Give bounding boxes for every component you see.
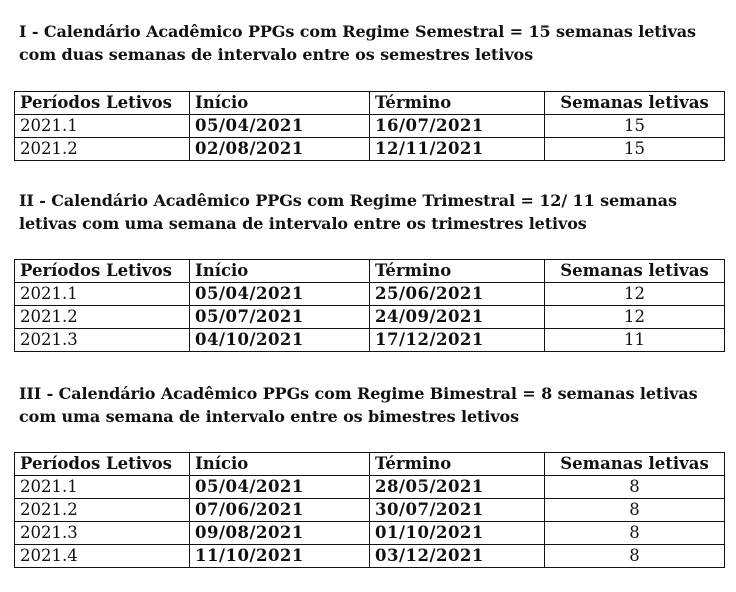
weeks-cell: 8 (545, 522, 725, 545)
end-date-cell: 30/07/2021 (370, 499, 545, 522)
table-header-row (15, 453, 725, 476)
start-date-cell: 05/04/2021 (190, 476, 370, 499)
start-date-cell: 09/08/2021 (190, 522, 370, 545)
period-cell: 2021.3 (15, 329, 190, 352)
start-date-cell: 11/10/2021 (190, 545, 370, 568)
end-date-cell: 28/05/2021 (370, 476, 545, 499)
table-row (15, 476, 725, 499)
weeks-cell: 8 (545, 545, 725, 568)
weeks-cell: 12 (545, 283, 725, 306)
start-date-cell: 05/07/2021 (190, 306, 370, 329)
end-date-cell: 25/06/2021 (370, 283, 545, 306)
weeks-cell: 15 (545, 138, 725, 161)
period-cell: 2021.1 (15, 283, 190, 306)
table-row (15, 283, 725, 306)
table-row (15, 329, 725, 352)
header-periodos: Períodos Letivos (15, 453, 190, 476)
header-termino: Término (370, 453, 545, 476)
start-date-cell: 07/06/2021 (190, 499, 370, 522)
weeks-cell: 11 (545, 329, 725, 352)
header-inicio: Início (190, 260, 370, 283)
table-row (15, 545, 725, 568)
table-bimestral (14, 452, 725, 568)
table-row (15, 499, 725, 522)
end-date-cell: 01/10/2021 (370, 522, 545, 545)
header-semanas: Semanas letivas (545, 260, 725, 283)
period-cell: 2021.2 (15, 138, 190, 161)
period-cell: 2021.1 (15, 476, 190, 499)
period-cell: 2021.2 (15, 306, 190, 329)
period-cell: 2021.3 (15, 522, 190, 545)
section-title-semestral: I - Calendário Acadêmico PPGs com Regime Semestral = 15 semanas letivas com duas semanas de intervalo entre os semestres letivos (19, 22, 696, 64)
header-periodos: Períodos Letivos (15, 92, 190, 115)
table-semestral (14, 91, 725, 161)
period-cell: 2021.1 (15, 115, 190, 138)
period-cell: 2021.2 (15, 499, 190, 522)
header-termino: Término (370, 260, 545, 283)
end-date-cell: 24/09/2021 (370, 306, 545, 329)
weeks-cell: 15 (545, 115, 725, 138)
weeks-cell: 8 (545, 476, 725, 499)
table-header-row (15, 260, 725, 283)
table-row (15, 306, 725, 329)
start-date-cell: 02/08/2021 (190, 138, 370, 161)
start-date-cell: 05/04/2021 (190, 115, 370, 138)
period-cell: 2021.4 (15, 545, 190, 568)
section-title-trimestral: II - Calendário Acadêmico PPGs com Regime Trimestral = 12/ 11 semanas letivas com uma semana de intervalo entre os trimestres letivos (19, 191, 677, 233)
header-semanas: Semanas letivas (545, 92, 725, 115)
header-periodos: Períodos Letivos (15, 260, 190, 283)
table-header-row (15, 92, 725, 115)
weeks-cell: 8 (545, 499, 725, 522)
header-inicio: Início (190, 453, 370, 476)
section-title-bimestral: III - Calendário Acadêmico PPGs com Regime Bimestral = 8 semanas letivas com uma semana de intervalo entre os bimestres letivos (19, 384, 698, 426)
table-trimestral (14, 259, 725, 352)
header-inicio: Início (190, 92, 370, 115)
header-semanas: Semanas letivas (545, 453, 725, 476)
table-row (15, 522, 725, 545)
end-date-cell: 17/12/2021 (370, 329, 545, 352)
start-date-cell: 05/04/2021 (190, 283, 370, 306)
table-row (15, 138, 725, 161)
end-date-cell: 12/11/2021 (370, 138, 545, 161)
end-date-cell: 16/07/2021 (370, 115, 545, 138)
header-termino: Término (370, 92, 545, 115)
table-row (15, 115, 725, 138)
start-date-cell: 04/10/2021 (190, 329, 370, 352)
end-date-cell: 03/12/2021 (370, 545, 545, 568)
weeks-cell: 12 (545, 306, 725, 329)
